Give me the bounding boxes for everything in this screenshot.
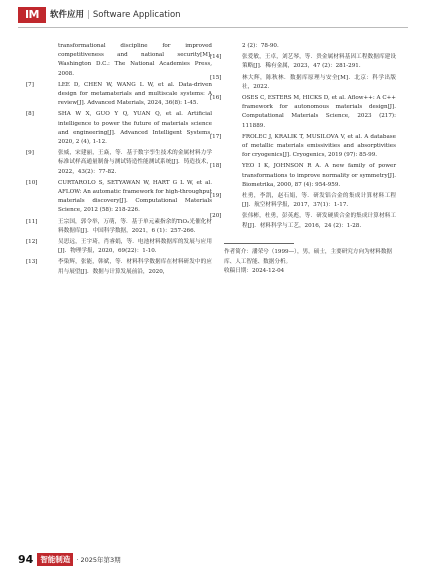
reference-number: [15] — [210, 74, 222, 81]
reference-number: [10] — [26, 179, 38, 186]
page-footer — [18, 549, 121, 566]
section-title-en: Software Application — [92, 10, 181, 20]
reference-item — [26, 258, 212, 276]
reference-text: transformational discipline for improved competitiveness and national security[M]. Washington D.C.: The National Academies Press, 2008. — [58, 43, 212, 77]
reference-text: 2 (2)：78-90. — [242, 43, 279, 49]
header-divider — [18, 27, 408, 28]
reference-number: [18] — [210, 163, 222, 170]
reference-text: 张爱敏，王卓，刘艺琴，等．贵金属材料基因工程数据库建设策略[J]．稀有金属，2023，47 (2)：281-291. — [242, 54, 396, 70]
reference-text: 张伟彬，杜勇，彭英彪，等．研发硬质合金的集成计算材料工程[J]．材料科学与工艺，2016，24 (2)：1-28. — [242, 213, 396, 229]
reference-text: CURTAROLO S, SETYAWAN W, HART G L W, et al. AFLOW: An automatic framework for high-throughput materials discovery[J]. Computational Materials Science, 2012 (58): 218-226. — [58, 179, 212, 214]
reference-number: [9] — [26, 150, 34, 157]
reference-item — [26, 238, 212, 256]
reference-number: [14] — [210, 54, 222, 61]
reference-item — [26, 110, 212, 147]
reference-number: [11] — [26, 218, 38, 225]
reference-text: 吴思远，王宇琦，肖睿娟，等．电池材料数据库的发展与应用[J]．物理学报，2020，69(22)：1-10. — [58, 239, 212, 255]
reference-item — [210, 94, 396, 131]
reference-text: YEO I K, JOHNSON R A. A new family of power transformations to improve normality or symmetry[J]. Biometrika, 2000, 87 (4): 954-959. — [242, 163, 396, 188]
reference-number: [16] — [210, 95, 222, 102]
reference-text: FROLEC J, KRALIK T, MUSILOVA V, et al. A database of metallic materials emissivities and absorptivities for cryogenics[J]. Cryogenics, 2019 (97): 85-99. — [242, 133, 396, 159]
reference-item — [210, 162, 396, 190]
reference-number: [7] — [26, 81, 34, 88]
reference-number: [13] — [26, 259, 38, 266]
reference-number: [20] — [210, 213, 222, 220]
reference-item — [210, 133, 396, 161]
reference-item — [26, 149, 212, 177]
reference-item — [26, 179, 212, 216]
reference-text: LEE D, CHEN W, WANG L W, et al. Data-driven design for metamaterials and multiscale systems: A review[J]. Advanced Materials, 2024, 36(8): 1-45. — [58, 81, 212, 107]
reference-text: SHA W X, GUO Y Q, YUAN Q, et al. Artificial intelligence to power the future of materials science and engineering[J]. Advanced Intelligent Systems, 2020, 2 (4), 1-12. — [58, 111, 212, 146]
section-separator: | — [87, 10, 90, 20]
author-divider — [224, 243, 294, 244]
page-number: 94 — [18, 553, 34, 566]
reference-item — [210, 74, 396, 92]
reference-number: [17] — [210, 133, 222, 140]
journal-logo-mark: IM — [18, 7, 46, 23]
references-left-column — [26, 42, 212, 279]
reference-number: [12] — [26, 239, 38, 246]
journal-name: 智能制造 — [37, 553, 73, 566]
author-bio: 作者简介：潘荣兮（1999—），男，硕士，主要研究方向为材料数据库、人工智能、数据分析。 — [224, 249, 393, 265]
reference-item — [210, 192, 396, 210]
reference-number: [19] — [210, 193, 222, 200]
section-title — [50, 8, 181, 20]
reference-number: [8] — [26, 111, 34, 118]
reference-item — [26, 218, 212, 236]
reference-text: 李染辉，张能，韩斌，等．材料科学数据库在材料研发中的应用与展望[J]．数据与计算发展前沿，2020， — [58, 259, 212, 275]
references-right-column — [210, 42, 396, 276]
page-header — [0, 0, 427, 40]
section-title-cn: 软件应用 — [50, 10, 85, 20]
reference-text: 张威，宋建丽，王焱，等．基于数字孪生技术的金属材料力学标准试样高通量制备与测试铸造性能测试系统[J]．铸造技术，2022，43(2)：77-82. — [58, 150, 212, 175]
issue-label: · 2025年第3期 — [76, 556, 121, 564]
reference-text: 林大辉，陈秋林．数据库原理与安全[M]．北京：科学出版社，2022. — [242, 74, 396, 90]
reference-text: 杜勇，李凯，赵石娟，等．研发铝合金的集成计算材料工程[J]．航空材料学报，2017，37(1)：1-17. — [242, 193, 396, 209]
reference-item — [224, 42, 396, 51]
received-date: 收稿日期：2024-12-04 — [224, 267, 285, 274]
reference-item — [40, 42, 212, 79]
reference-text: 王宗国，郭令举，万萌，等．基于单元素指余的TiO₂光催化材料数据库[J]．中国科学数据，2021，6 (1)：257-266. — [58, 218, 212, 234]
reference-item — [210, 212, 396, 230]
reference-item — [210, 53, 396, 71]
reference-text: OSES C, ESTERS M, HICKS D, et al. Aflow++: A C++ framework for autonomous materials design[J]. Computational Materials Science, 2023 (217): 111889. — [242, 95, 396, 129]
reference-item — [26, 81, 212, 109]
